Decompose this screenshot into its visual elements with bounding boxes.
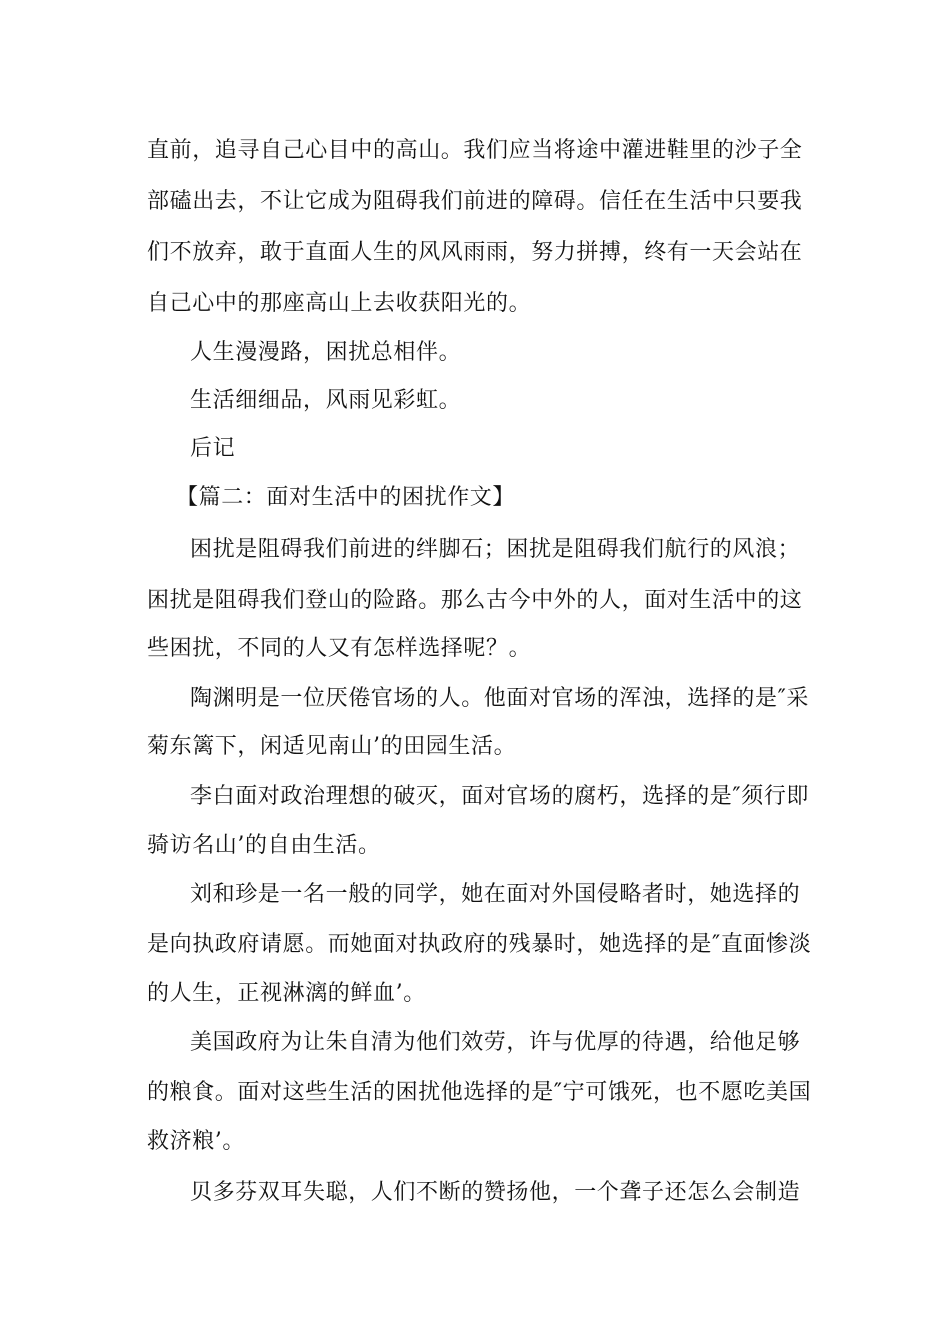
- text-line: 困扰是阻碍我们登山的险路。那么古今中外的人，面对生活中的这: [147, 588, 803, 613]
- text-line: 刘和珍是一名一般的同学，她在面对外国侵略者时，她选择的: [190, 882, 801, 907]
- text-line: 人生漫漫路，困扰总相伴。: [190, 340, 462, 365]
- text-line: 美国政府为让朱自清为他们效劳，许与优厚的待遇，给他足够: [190, 1030, 801, 1055]
- text-line: 自己心中的那座高山上去收获阳光的。: [147, 291, 532, 316]
- text-line: 后记: [190, 436, 236, 461]
- text-line: 的人生，正视淋漓的鲜血’。: [147, 981, 426, 1006]
- text-line: 的粮食。面对这些生活的困扰他选择的是″宁可饿死，也不愿吃美国: [147, 1080, 812, 1105]
- text-line: 生活细细品，风雨见彩虹。: [190, 388, 462, 413]
- text-line: 李白面对政治理想的破灭，面对官场的腐朽，选择的是″须行即: [190, 784, 810, 809]
- text-line: 们不放弃，敢于直面人生的风风雨雨，努力拼搏，终有一天会站在: [147, 240, 803, 265]
- text-line: 些困扰，不同的人又有怎样选择呢？。: [147, 636, 532, 661]
- text-line: 贝多芬双耳失聪，人们不断的赞扬他，一个聋子还怎么会制造: [190, 1180, 801, 1205]
- section-heading: 【篇二：面对生活中的困扰作文】: [176, 485, 516, 510]
- text-line: 陶渊明是一位厌倦官场的人。他面对官场的浑浊，选择的是″采: [190, 686, 810, 711]
- text-line: 部磕出去，不让它成为阻碍我们前进的障碍。信任在生活中只要我: [147, 189, 803, 214]
- text-line: 是向执政府请愿。而她面对执政府的残暴时，她选择的是″直面惨淡: [147, 932, 812, 957]
- text-line: 直前，追寻自己心目中的高山。我们应当将途中灌进鞋里的沙子全: [147, 138, 803, 163]
- text-line: 菊东篱下，闲适见南山’的田园生活。: [147, 734, 517, 759]
- text-line: 骑访名山’的自由生活。: [147, 833, 381, 858]
- text-line: 救济粮’。: [147, 1129, 245, 1154]
- text-line: 困扰是阻碍我们前进的绊脚石；困扰是阻碍我们航行的风浪；: [190, 537, 801, 562]
